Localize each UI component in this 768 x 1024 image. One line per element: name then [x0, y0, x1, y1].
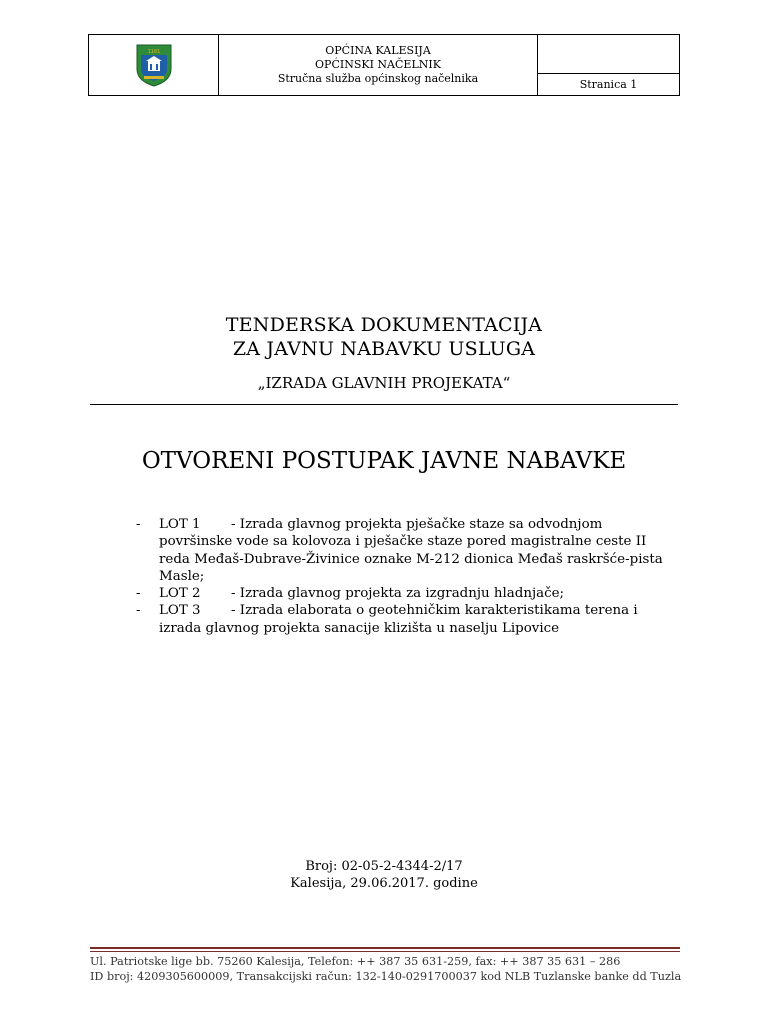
- list-item: [136, 585, 676, 602]
- reference-block: [88, 858, 680, 892]
- page-number: Stranica 1: [579, 78, 638, 91]
- svg-text:1161: 1161: [147, 49, 160, 55]
- footer-rule-thick: [90, 947, 680, 949]
- list-bullet: -: [136, 603, 141, 619]
- header-table: [88, 34, 680, 96]
- header-empty-box: [538, 35, 679, 74]
- title-divider: [90, 404, 678, 405]
- footer-address: Ul. Patriotske lige bb. 75260 Kalesija, Telefon: ++ 387 35 631-259, fax: ++ 387 35 631 – 286: [90, 955, 621, 968]
- footer-rule-thin: [90, 951, 680, 952]
- lot-description: - Izrada glavnog projekta pješačke staze sa odvodnjom površinske vode sa kolovoza i pješačke staze pored magistralne ceste II reda Međaš-Dubrave-Živinice oznake M-212 dionica Međaš raskršće-pista Masle;: [159, 517, 663, 584]
- title-line-1: TENDERSKA DOKUMENTACIJA: [225, 314, 543, 336]
- lot-code: LOT 2: [159, 586, 201, 602]
- list-item: [136, 516, 676, 585]
- reference-number: Broj: 02-05-2-4344-2/17: [305, 859, 463, 874]
- institution-department: Stručna služba općinskog načelnika: [277, 72, 479, 85]
- lot-code: LOT 3: [159, 603, 201, 619]
- footer-bank-info: ID broj: 4209305600009, Transakcijski račun: 132-140-0291700037 kod NLB Tuzlanske banke dd Tuzla: [90, 969, 682, 983]
- place-and-date: Kalesija, 29.06.2017. godine: [290, 876, 478, 891]
- lot-description: - Izrada glavnog projekta za izgradnju hladnjače;: [231, 586, 565, 602]
- lot-description: - Izrada elaborata o geotehničkim karakteristikama terena i izrada glavnog projekta sanacije klizišta u naselju Lipovice: [159, 603, 638, 636]
- title-line-2: ZA JAVNU NABAVKU USLUGA: [232, 338, 536, 360]
- lot-code: LOT 1: [159, 517, 201, 532]
- list-bullet: -: [136, 517, 141, 532]
- footer: [90, 955, 681, 984]
- header-page-cell: [538, 35, 680, 96]
- list-item: [136, 602, 676, 637]
- procedure-type: OTVORENI POSTUPAK JAVNE NABAVKE: [141, 448, 627, 474]
- procurement-subject: „IZRADA GLAVNIH PROJEKATA“: [257, 374, 511, 392]
- document-title: [88, 313, 680, 393]
- lot-list: [136, 516, 676, 637]
- institution-office: OPĆINSKI NAČELNIK: [315, 58, 441, 71]
- municipality-coat-of-arms-icon: [89, 43, 218, 87]
- institution-name: OPĆINA KALESIJA: [325, 44, 431, 57]
- logo-cell: [89, 35, 219, 96]
- header-institution: [219, 35, 538, 96]
- list-bullet: -: [136, 586, 141, 602]
